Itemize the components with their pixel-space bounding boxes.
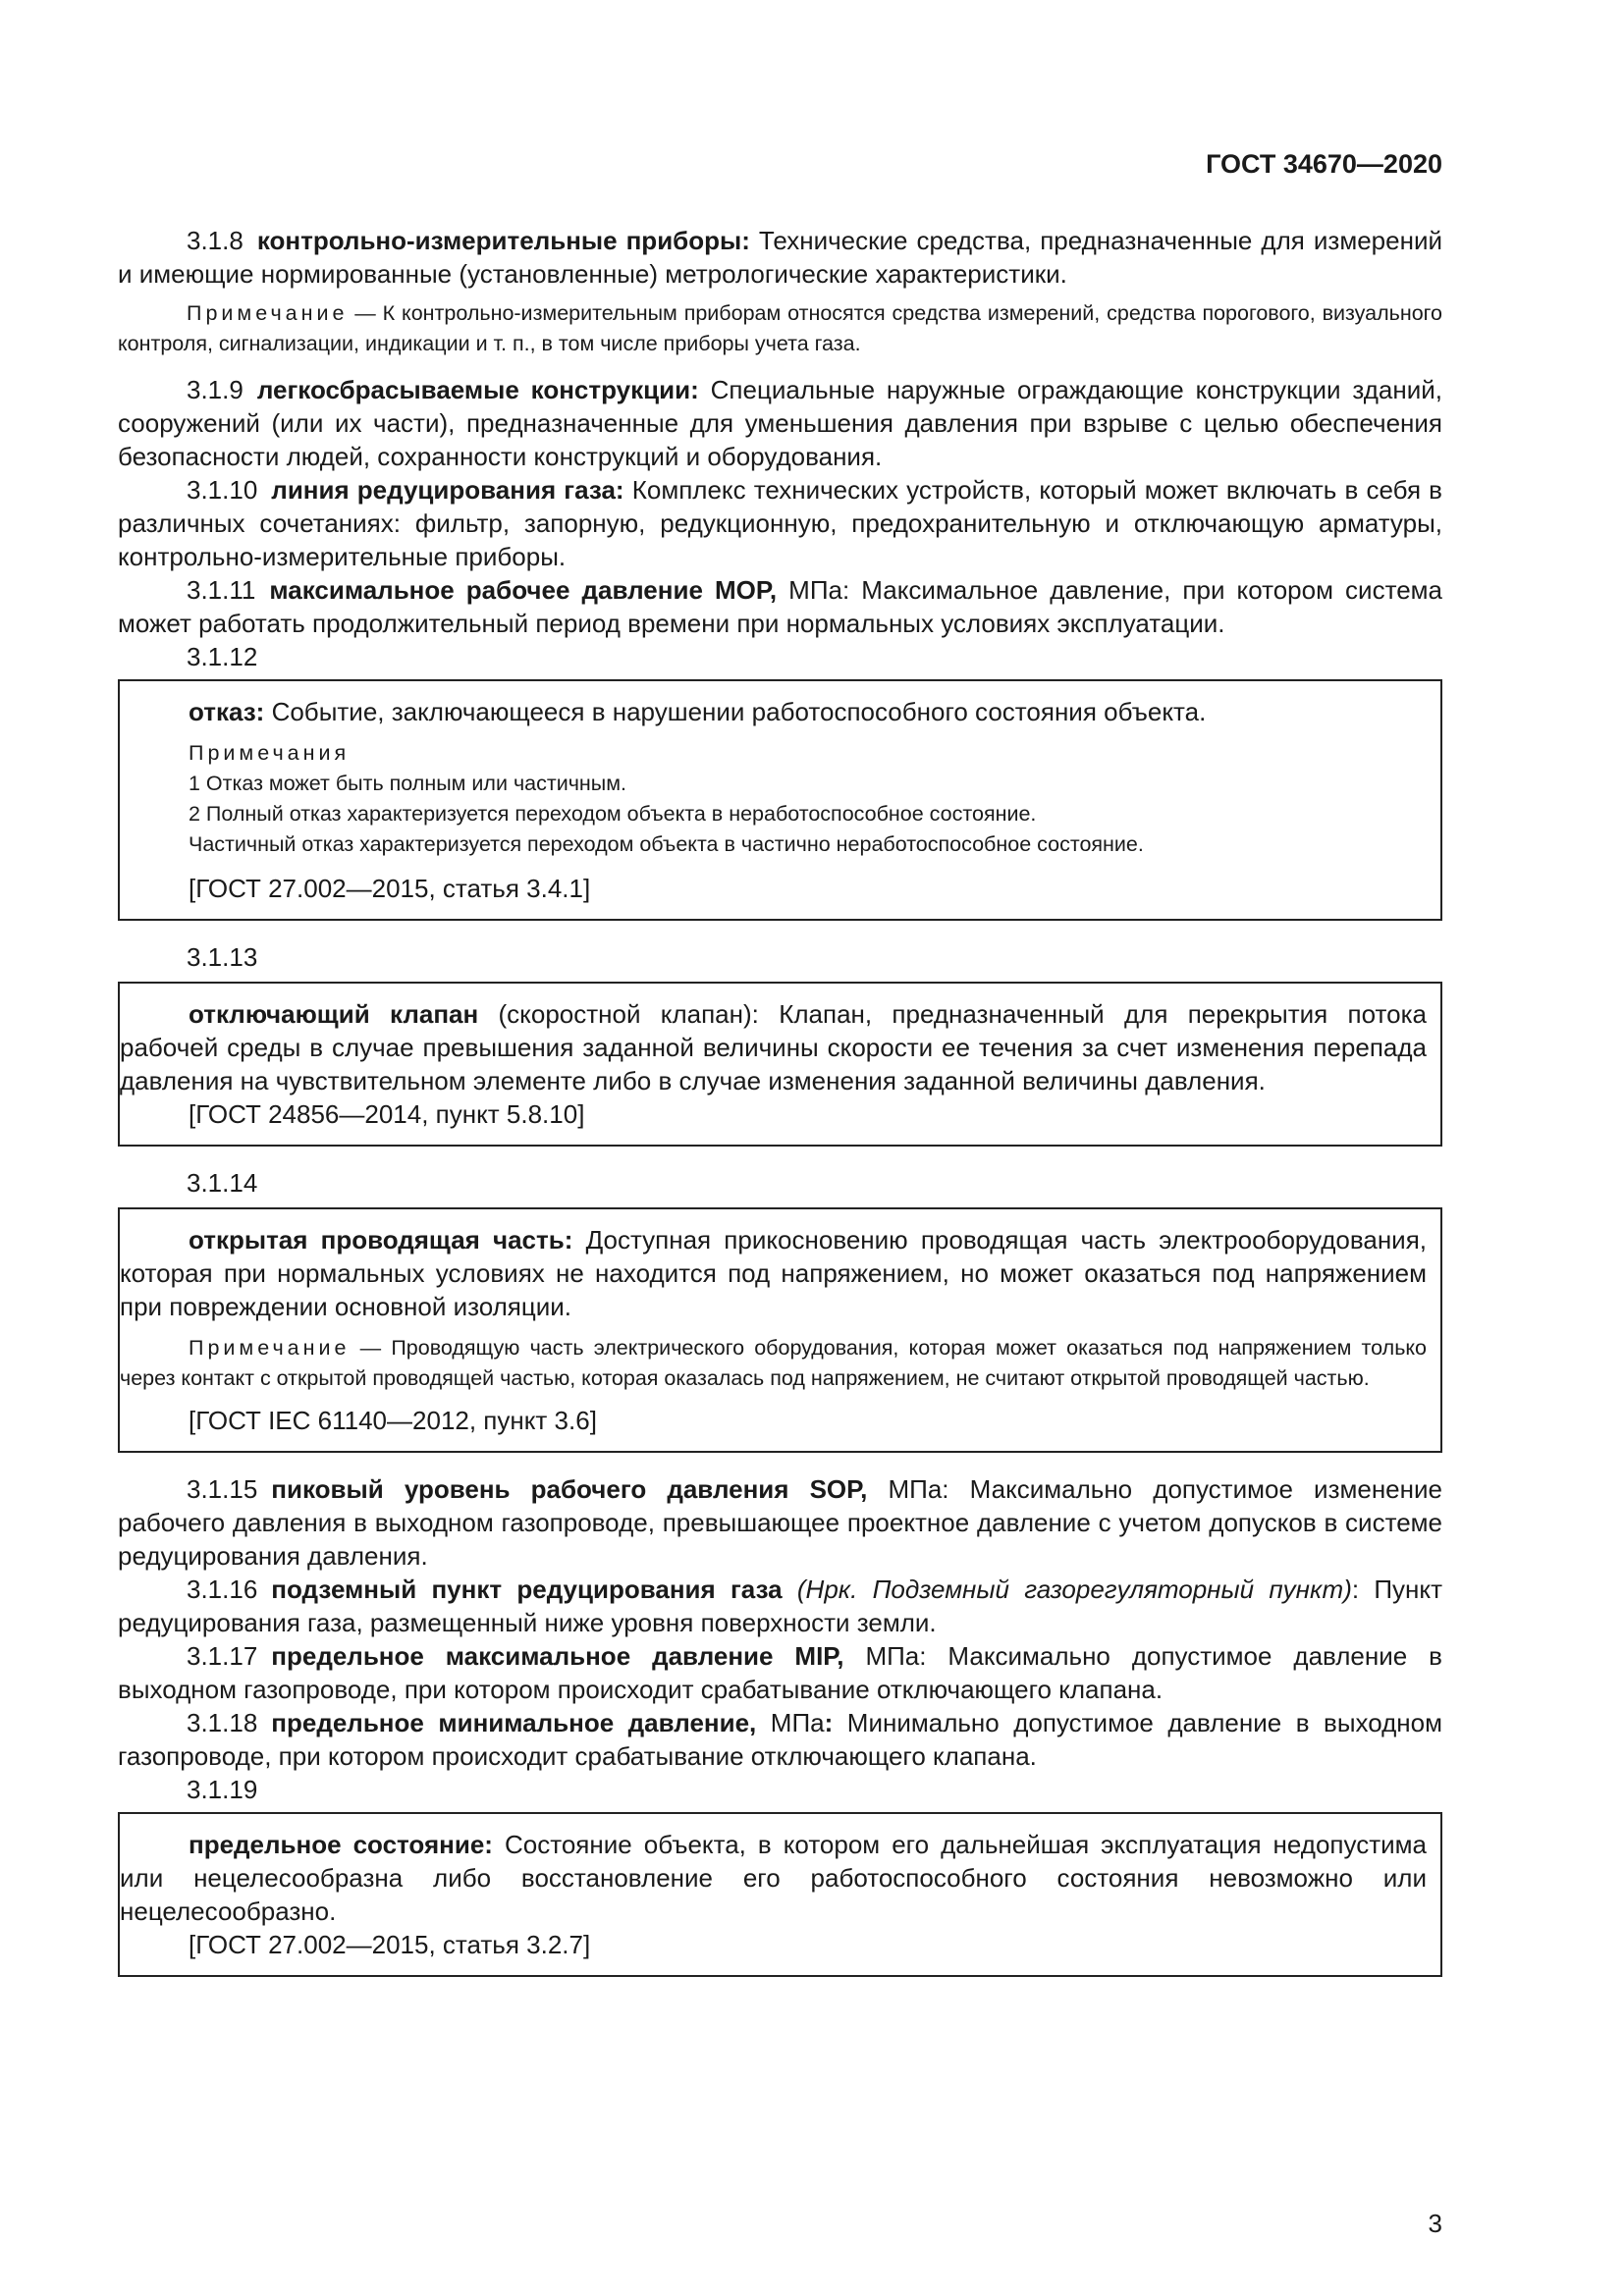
notes-label-text: Примечания <box>189 741 351 765</box>
term-number: 3.1.15 <box>187 1474 258 1504</box>
term-definition: МПа: Максимально допустимое изменение рабочего давления в выходном газопроводе, превышающее проектное давление с учетом допусков в системе редуцирования давления. <box>118 1474 1442 1571</box>
notes-label <box>120 738 1440 769</box>
term-definition: МПа: Максимальное давление, при котором система может работать продолжительный период времени при нормальных условиях эксплуатации. <box>118 575 1442 638</box>
term-3-1-19 <box>120 1828 1440 1928</box>
term-name: подземный пункт редуцирования газа <box>271 1575 783 1604</box>
term-number: 3.1.17 <box>187 1641 258 1671</box>
term-unit: МПа <box>756 1708 825 1737</box>
note-label: Примечание <box>189 1336 351 1360</box>
term-number: 3.1.8 <box>187 226 244 255</box>
term-definition: Специальные наружные ограждающие конструкции зданий, сооружений (или их части), предназначенные для уменьшения давления при взрыве с целью обеспечения безопасности людей, сохранности конструкций и оборудования. <box>118 375 1442 471</box>
term-number: 3.1.9 <box>187 375 244 404</box>
term-number-3-1-12: 3.1.12 <box>187 642 258 671</box>
term-name: отказ: <box>189 697 265 726</box>
term-3-1-17 <box>118 1639 1442 1706</box>
term-3-1-14 <box>120 1223 1440 1323</box>
term-definition: Доступная прикосновению проводящая часть электрооборудования, которая при нормальных условиях не находится под напряжением, но может оказаться под напряжением при повреждении основной изоляции. <box>120 1225 1428 1321</box>
note-text: — К контрольно-измерительным приборам относятся средства измерений, средства порогового, визуального контроля, сигнализации, индикации и т. п., в том числе приборы учета газа. <box>118 301 1442 355</box>
term-number: 3.1.18 <box>187 1708 258 1737</box>
page-number: 3 <box>1428 2209 1442 2238</box>
note-3-1-14 <box>120 1333 1440 1394</box>
term-3-1-11 <box>118 573 1442 640</box>
source-reference: [ГОСТ 27.002—2015, статья 3.4.1] <box>189 874 591 903</box>
source-reference: [ГОСТ IEC 61140—2012, пункт 3.6] <box>189 1406 597 1435</box>
term-number-3-1-14: 3.1.14 <box>187 1168 258 1198</box>
term-name: отключающий клапан <box>189 999 479 1029</box>
term-3-1-18 <box>118 1706 1442 1773</box>
term-number: 3.1.11 <box>187 575 256 605</box>
term-definition: : Пункт редуцирования газа, размещенный ниже уровня поверхности земли. <box>118 1575 1442 1637</box>
term-box-3-1-19 <box>118 1812 1442 1977</box>
source-reference: [ГОСТ 27.002—2015, статья 3.2.7] <box>189 1930 591 1959</box>
term-number: 3.1.10 <box>187 475 258 505</box>
document-id: ГОСТ 34670—2020 <box>1206 149 1442 179</box>
note-label: Примечание <box>187 301 349 325</box>
source-reference: [ГОСТ 24856—2014, пункт 5.8.10] <box>189 1099 585 1129</box>
term-number: 3.1.16 <box>187 1575 258 1604</box>
term-box-3-1-14 <box>118 1207 1442 1453</box>
term-name: пиковый уровень рабочего давления SOP, <box>271 1474 868 1504</box>
term-3-1-13 <box>120 997 1440 1097</box>
term-name: предельное минимальное давление, <box>271 1708 757 1737</box>
term-3-1-15 <box>118 1472 1442 1573</box>
term-definition: Состояние объекта, в котором его дальнейшая эксплуатация недопустима или нецелесообразна либо восстановление его работоспособного состояния невозможно или нецелесообразно. <box>120 1830 1427 1926</box>
term-definition: Событие, заключающееся в нарушении работоспособного состояния объекта. <box>264 697 1207 726</box>
note-3-1-8 <box>118 298 1442 359</box>
term-definition: Минимально допустимое давление в выходном газопроводе, при котором происходит срабатывание отключающего клапана. <box>118 1708 1442 1771</box>
term-number-3-1-19: 3.1.19 <box>187 1775 258 1804</box>
term-definition: МПа: Максимально допустимое давление в выходном газопроводе, при котором происходит срабатывание отключающего клапана. <box>118 1641 1442 1704</box>
term-number-3-1-13: 3.1.13 <box>187 942 258 972</box>
term-3-1-12 <box>120 695 1440 728</box>
term-3-1-16 <box>118 1573 1442 1639</box>
term-name: предельное состояние: <box>189 1830 493 1859</box>
note-1: 1 Отказ может быть полным или частичным. <box>189 772 626 795</box>
term-definition: Комплекс технических устройств, который может включать в себя в различных сочетаниях: фильтр, запорную, редукционную, предохранительную и отключающую арматуры, контрольно-измерительные приборы. <box>118 475 1442 571</box>
term-definition: Технические средства, предназначенные для измерений и имеющие нормированные (установленные) метрологические характеристики. <box>118 226 1442 289</box>
term-3-1-10 <box>118 473 1442 573</box>
term-name: линия редуцирования газа: <box>271 475 624 505</box>
terms-section <box>118 224 1442 1977</box>
term-name: открытая проводящая часть: <box>189 1225 573 1255</box>
term-box-3-1-13 <box>118 982 1442 1147</box>
note-3: Частичный отказ характеризуется переходом объекта в частично неработоспособное состояние. <box>189 832 1144 856</box>
term-name: предельное максимальное давление MIP, <box>271 1641 844 1671</box>
term-name: легкосбрасываемые конструкции: <box>256 375 699 404</box>
term-name: максимальное рабочее давление MOP, <box>269 575 778 605</box>
note-2: 2 Полный отказ характеризуется переходом объекта в неработоспособное состояние. <box>189 802 1037 826</box>
term-box-3-1-12 <box>118 679 1442 921</box>
term-3-1-8 <box>118 224 1442 291</box>
term-name: контрольно-измерительные приборы: <box>256 226 750 255</box>
term-colon: : <box>824 1708 834 1737</box>
term-deprecated: (Нрк. Подземный газорегуляторный пункт) <box>782 1575 1352 1604</box>
note-text: — Проводящую часть электрического оборудования, которая может оказаться под напряжением только через контакт с открытой проводящей частью, которая оказалась под напряжением, не считают открытой проводящей частью. <box>120 1336 1427 1390</box>
term-3-1-9 <box>118 373 1442 473</box>
term-definition: (скоростной клапан): Клапан, предназначенный для перекрытия потока рабочей среды в случае превышения заданной величины скорости ее течения за счет изменения перепада давления на чувствительном элементе либо в случае изменения заданной величины давления. <box>120 999 1427 1095</box>
